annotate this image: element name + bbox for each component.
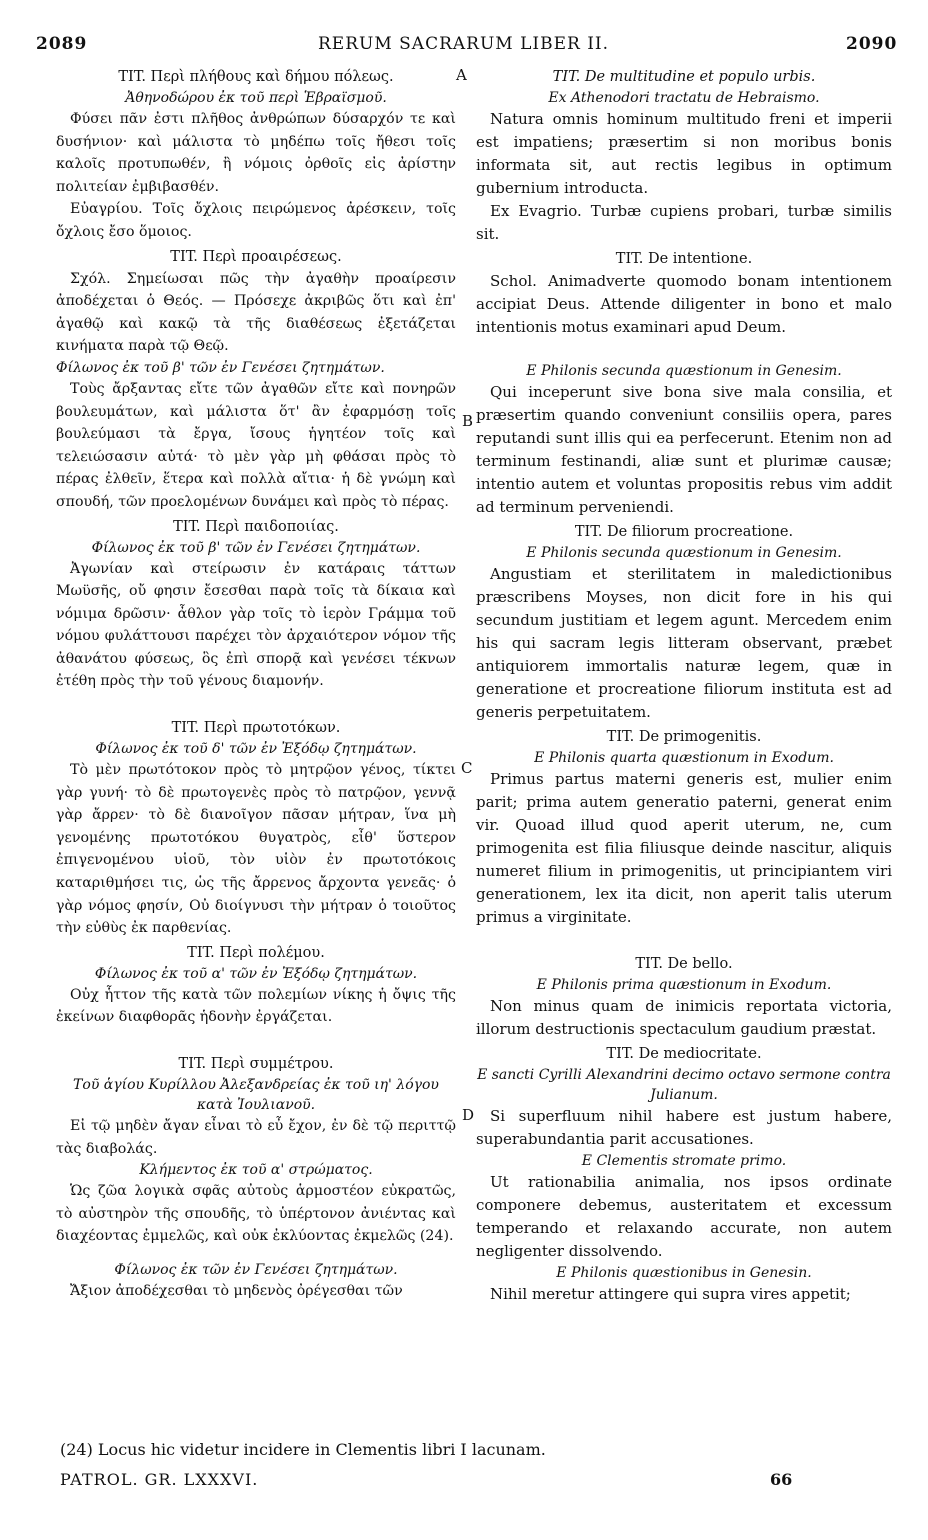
section-title: TIT. De multitudine et populo urbis. <box>552 69 816 85</box>
section-title: TIT. De bello. <box>635 956 733 972</box>
margin-letter-b: B <box>462 412 474 430</box>
paragraph: Σχόλ. Σημείωσαι πῶς τὴν ἀγαθὴν προαίρεσιν ἀποδέχεται ὁ Θεός. — Πρόσεχε ἀκριβῶς ὅτι καὶ ἐπ' ἀγαθῷ καὶ κακῷ τὰ τῆς διαθέσεως ἐξετάζεται κινήματα παρὰ τῷ Θεῷ. <box>56 270 456 355</box>
section-title: TIT. Περὶ πλήθους καὶ δήμου πόλεως. <box>118 69 394 85</box>
source-line: Φίλωνος ἐκ τῶν ἐν Γενέσει ζητημάτων. <box>114 1261 398 1278</box>
section-title: TIT. De filiorum procreatione. <box>574 524 794 540</box>
latin-column <box>476 64 892 1306</box>
paragraph: Οὐχ ἧττον τῆς κατὰ τῶν πολεμίων νίκης ἡ ὄψις τῆς ἐκείνων διαφθορᾶς ἡδονὴν ἐργάζεται. <box>56 986 456 1026</box>
section-title: TIT. Περὶ πρωτοτόκων. <box>171 720 341 737</box>
source-line: E Philonis secunda quæstionum in Genesim. <box>526 363 842 379</box>
section-title: TIT. Περὶ πολέμου. <box>187 944 325 961</box>
paragraph: Nihil meretur attingere qui supra vires appetit; <box>490 1285 851 1303</box>
source-line: Φίλωνος ἐκ τοῦ δ' τῶν ἐν Ἐξόδῳ ζητημάτων. <box>95 741 417 758</box>
paragraph: Si superfluum nihil habere est justum habere, superabundantia parit accusationes. <box>476 1107 892 1148</box>
paragraph: Φύσει πᾶν ἐστι πλῆθος ἀνθρώπων δύσαρχόν τε καὶ δυσήνιον· καὶ μάλιστα τὸ μηδέπω τοῖς ἤθεσι τοῖς καλοῖς προτυπωθέν, ἢ νόμοις ὀρθοῖς εἰς ἀρίστην πολιτείαν ἐμβιβασθέν. <box>56 111 456 195</box>
greek-column <box>56 64 456 1303</box>
source-line: Ἀθηνοδώρου ἐκ τοῦ περὶ Ἑβραϊσμοῦ. <box>125 90 387 106</box>
section-title: TIT. De intentione. <box>615 251 753 267</box>
paragraph: Angustiam et sterilitatem in maledictionibus præscribens Moyses, non dicit fore in his qui secundum justitiam et legem agunt. Mercedem enim his qui sacram legis litteram observant, præbet antiquiorem immortalis naturæ legem, quæ in generatione et procreatione filiorum instituta est ad generis perpetuitatem. <box>476 565 892 721</box>
paragraph: Ex Evagrio. Turbæ cupiens probari, turbæ similis sit. <box>476 202 892 243</box>
margin-letter-a: A <box>456 66 467 84</box>
source-line: Τοῦ ἁγίου Κυρίλλου Ἀλεξανδρείας ἐκ τοῦ ιη' λόγου κατὰ Ἰουλιανοῦ. <box>73 1077 439 1113</box>
margin-letter-c: C <box>461 759 473 777</box>
source-line: Κλήμεντος ἐκ τοῦ α' στρώματος. <box>139 1162 373 1179</box>
margin-letter-d: D <box>462 1106 475 1124</box>
paragraph: Schol. Animadverte quomodo bonam intentionem accipiat Deus. Attende diligenter in bono et malo intentionis motus examinari apud Deum. <box>476 272 892 336</box>
paragraph: Ut rationabilia animalia, nos ipsos ordinate componere debemus, austeritatem et excessum temperando et relaxando accurate, non autem negligenter dissolvendo. <box>476 1173 892 1260</box>
source-line: Φίλωνος ἐκ τοῦ β' τῶν ἐν Γενέσει ζητημάτων. <box>91 539 421 556</box>
source-line: E Clementis stromate primo. <box>581 1153 787 1169</box>
paragraph: Τοὺς ἄρξαντας εἴτε τῶν ἀγαθῶν εἴτε καὶ πονηρῶν βουλευμάτων, καὶ μάλιστα ὅτ' ἂν ἐφαρμόσῃ τοῖς βουλεύμασι τὰ ἔργα, ἴσους ἡγητέον τοῖς καὶ τελειώσασιν αὐτά· τὸ μὲν γὰρ μὴ φθάσαι πρὸς τὸ πέρας ἐλθεῖν, ἕτερα καὶ πολλὰ αἴτια· ἡ δὲ γνώμη καὶ σπουδή, τῶν προελομένων δυνάμει καὶ πρὸς τὸ πέρας. <box>56 380 456 510</box>
source-line: E Philonis quæstionibus in Genesin. <box>556 1265 812 1281</box>
paragraph: Ὡς ζῶα λογικὰ σφᾶς αὐτοὺς ἁρμοστέον εὐκρατῶς, τὸ αὐστηρὸν τῆς σπουδῆς, τὸ ὑπέρτονον ἀνιέντας καὶ διαχέοντας ἐμμελῶς, καὶ οὐκ ἐκλύοντας ἐκμελῶς (24). <box>56 1183 456 1245</box>
section-title: TIT. Περὶ παιδοποιίας. <box>173 518 339 535</box>
section-title: TIT. Περὶ συμμέτρου. <box>178 1056 334 1072</box>
paragraph: Qui inceperunt sive bona sive mala consilia, et præsertim quando conveniunt consiliis opera, pares reputandi sunt illis qui ea perfecerunt. Etenim non ad terminum festinandi, aliæ sunt et plurimæ causæ; intentio autem et voluntas propositis rebus vim addit ad terminum perveniendi. <box>476 383 892 516</box>
volume-signature: PATROL. GR. LXXXVI. <box>60 1470 259 1489</box>
source-line: E Philonis secunda quæstionum in Genesim. <box>526 545 842 561</box>
running-title: RERUM SACRARUM LIBER II. <box>318 34 610 54</box>
footnote: (24) Locus hic videtur incidere in Clementis libri I lacunam. <box>60 1440 546 1459</box>
paragraph: Non minus quam de inimicis reportata victoria, illorum destructionis spectaculum gaudium præstat. <box>476 997 892 1038</box>
source-line: E sancti Cyrilli Alexandrini decimo octavo sermone contra Julianum. <box>477 1067 891 1103</box>
paragraph: Τὸ μὲν πρωτότοκον πρὸς τὸ μητρῷον γένος, τίκτει γὰρ γυνή· τὸ δὲ πρωτογενὲς πρὸς τὸ πατρῷον, γεννᾷ γὰρ ἄρρεν· τὸ δὲ διανοῖγον πᾶσαν μήτραν, ἵνα μὴ γενομένης πρωτοτόκου θυγατρὸς, εἶθ' ὕστερον ἐπιγενομένου υἱοῦ, τὸν υἱὸν ἐν πρωτοτόκοις καταριθμήσει τις, ὡς τῆς ἄρρενος ἄρχοντα γενεᾶς· ὁ γὰρ νόμος φησίν, Οὐ διοίγνυσι τὴν μήτραν ὁ τοιοῦτος τὴν εὐθὺς ἐκ παρθενίας. <box>56 762 456 937</box>
section-title: TIT. De mediocritate. <box>606 1046 762 1062</box>
paragraph: Εὐαγρίου. Τοῖς ὄχλοις πειρώμενος ἀρέσκειν, τοῖς ὄχλοις ἔσο ὅμοιος. <box>56 201 456 240</box>
paragraph: Primus partus materni generis est, mulier enim parit; prima autem generatio paterni, generat enim vir. Quoad illud quod aperit uterum, ne, cum primogenita est filia filiusque deinde nascitur, aliquis numeret filium in primogenitis, ut principiantem viri generationem, lex ita dicit, non aperit talis uterum primus a virginitate. <box>476 770 892 926</box>
source-line: Φίλωνος ἐκ τοῦ β' τῶν ἐν Γενέσει ζητημάτων. <box>56 359 385 376</box>
paragraph: Ἄξιον ἀποδέχεσθαι τὸ μηδενὸς ὀρέγεσθαι τῶν <box>70 1282 403 1299</box>
section-title: TIT. Περὶ προαιρέσεως. <box>170 248 342 265</box>
sheet-number: 66 <box>770 1470 793 1489</box>
source-line: Ex Athenodori tractatu de Hebraismo. <box>548 90 820 106</box>
left-page-number: 2089 <box>36 34 88 54</box>
paragraph: Ἀγωνίαν καὶ στείρωσιν ἐν κατάραις τάττων Μωϋσῆς, οὔ φησιν ἔσεσθαι παρὰ τοῖς τὰ δίκαια καὶ νόμιμα δρῶσιν· ἆθλον γὰρ τοῖς τὸ ἱερὸν Γράμμα τοῦ νόμου φυλάττουσι παρέχει τὸν ἀρχαιότερον νόμον τῆς ἀθανάτου φύσεως, ὃς ἐπὶ σπορᾷ καὶ γενέσει τέκνων ἐτέθη πρὸς τὴν τοῦ γένους διαμονήν. <box>56 560 456 690</box>
source-line: Φίλωνος ἐκ τοῦ α' τῶν ἐν Ἐξόδῳ ζητημάτων. <box>94 965 418 982</box>
paragraph: Natura omnis hominum multitudo freni et imperii est impatiens; præsertim si non moribus bonis informata sit, aut rectis legibus in optimum gubernium introducta. <box>476 110 892 197</box>
paragraph: Εἰ τῷ μηδὲν ἄγαν εἶναι τὸ εὖ ἔχον, ἐν δὲ τῷ περιττῷ τὰς διαβολάς. <box>56 1118 456 1157</box>
source-line: E Philonis prima quæstionum in Exodum. <box>536 977 832 993</box>
section-title: TIT. De primogenitis. <box>606 729 762 745</box>
right-page-number: 2090 <box>846 34 898 54</box>
source-line: E Philonis quarta quæstionum in Exodum. <box>534 750 834 766</box>
